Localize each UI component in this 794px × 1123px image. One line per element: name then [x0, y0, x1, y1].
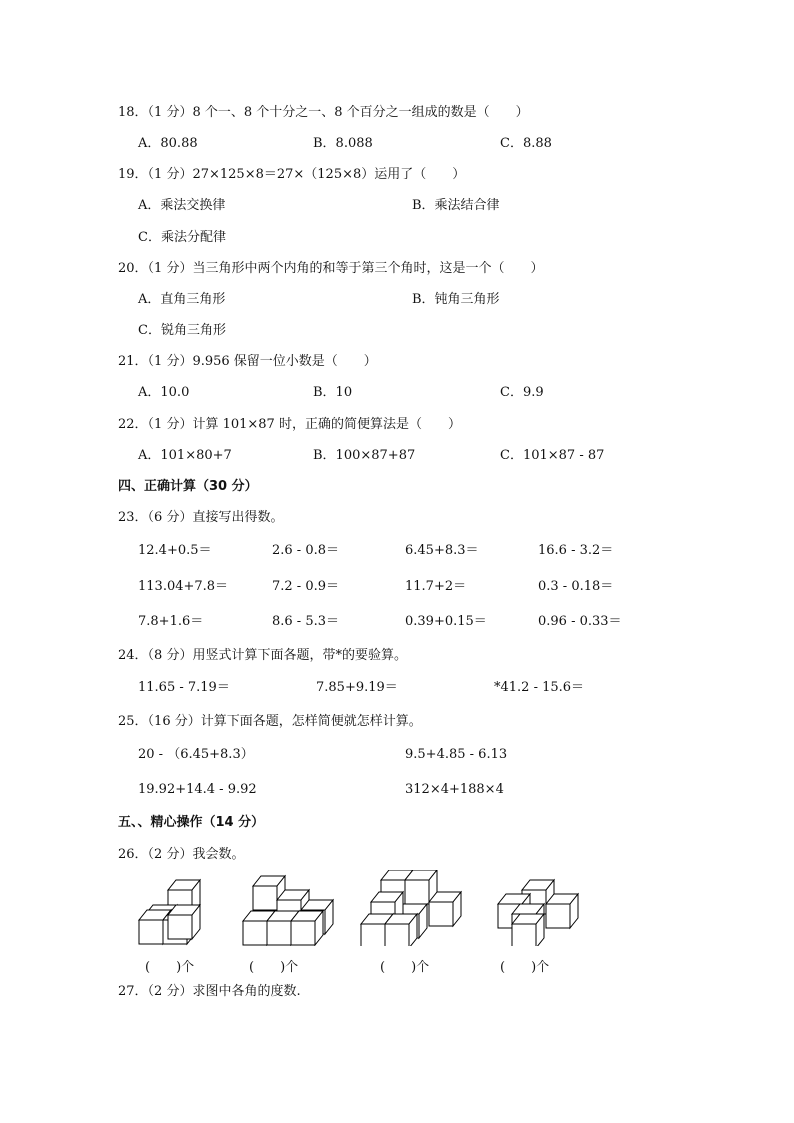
- q23-item: 8.6 - 5.3＝: [272, 614, 340, 629]
- q25-item: 19.92+14.4 - 9.92: [138, 782, 257, 797]
- q20-option-c: C．锐角三角形: [138, 323, 226, 338]
- q23-item: 7.2 - 0.9＝: [272, 579, 340, 594]
- q26-answer-blank-1[interactable]: ( )个: [145, 960, 195, 975]
- q23-item: 12.4+0.5＝: [138, 543, 212, 558]
- q19-option-a: A．乘法交换律: [138, 198, 226, 213]
- q23-item: 113.04+7.8＝: [138, 579, 229, 594]
- question-21: 21．（1 分）9.956 保留一位小数是（ ）: [118, 354, 377, 369]
- q26-answer-blank-2[interactable]: ( )个: [249, 960, 299, 975]
- cube-stack-4: [498, 880, 578, 946]
- q23-item: 6.45+8.3＝: [405, 543, 479, 558]
- q23-item: 16.6 - 3.2＝: [538, 543, 614, 558]
- q23-item: 11.7+2＝: [405, 579, 467, 594]
- cube-stack-2: [243, 876, 333, 945]
- question-20: 20．（1 分）当三角形中两个内角的和等于第三个角时，这是一个（ ）: [118, 261, 544, 276]
- q22-option-b: B．100×87+87: [313, 448, 416, 463]
- q24-item: 7.85+9.19＝: [316, 680, 398, 695]
- q23-item: 2.6 - 0.8＝: [272, 543, 340, 558]
- question-26: 26．（2 分）我会数。: [118, 847, 245, 862]
- question-27: 27．（2 分）求图中各角的度数.: [118, 984, 301, 999]
- q20-option-a: A．直角三角形: [138, 292, 226, 307]
- q25-item: 9.5+4.85 - 6.13: [405, 747, 508, 762]
- q23-item: 0.3 - 0.18＝: [538, 579, 614, 594]
- section-4-heading: 四、正确计算（30 分）: [118, 479, 258, 494]
- q25-item: 20 - （6.45+8.3）: [138, 747, 254, 762]
- q18-option-c: C．8.88: [500, 136, 552, 151]
- question-25: 25．（16 分）计算下面各题，怎样简便就怎样计算。: [118, 714, 422, 729]
- question-19: 19．（1 分）27×125×8＝27×（125×8）运用了（ ）: [118, 167, 466, 182]
- q18-option-a: A．80.88: [138, 136, 198, 151]
- question-18: 18．（1 分）8 个一、8 个十分之一、8 个百分之一组成的数是（ ）: [118, 105, 529, 120]
- cube-stack-1: [139, 880, 200, 944]
- cube-stack-3: [361, 870, 461, 946]
- q23-item: 0.39+0.15＝: [405, 614, 487, 629]
- q21-option-a: A．10.0: [138, 385, 190, 400]
- q24-item: 11.65 - 7.19＝: [138, 680, 230, 695]
- question-24: 24．（8 分）用竖式计算下面各题，带*的要验算。: [118, 648, 407, 663]
- question-23: 23．（6 分）直接写出得数。: [118, 510, 284, 525]
- q24-item: *41.2 - 15.6＝: [494, 680, 585, 695]
- q26-answer-blank-3[interactable]: ( )个: [380, 960, 430, 975]
- q18-option-b: B．8.088: [313, 136, 373, 151]
- question-22: 22．（1 分）计算 101×87 时，正确的简便算法是（ ）: [118, 417, 461, 432]
- q19-option-b: B．乘法结合律: [412, 198, 500, 213]
- q23-item: 0.96 - 0.33＝: [538, 614, 622, 629]
- q21-option-b: B．10: [313, 385, 353, 400]
- q26-answer-blank-4[interactable]: ( )个: [500, 960, 550, 975]
- q21-option-c: C．9.9: [500, 385, 544, 400]
- section-5-heading: 五、、精心操作（14 分）: [118, 815, 265, 830]
- q19-option-c: C．乘法分配律: [138, 230, 226, 245]
- q22-option-c: C．101×87 - 87: [500, 448, 605, 463]
- q20-option-b: B．钝角三角形: [412, 292, 500, 307]
- cube-stacks-figure: [130, 870, 590, 946]
- q22-option-a: A．101×80+7: [138, 448, 232, 463]
- q25-item: 312×4+188×4: [405, 782, 504, 797]
- q23-item: 7.8+1.6＝: [138, 614, 204, 629]
